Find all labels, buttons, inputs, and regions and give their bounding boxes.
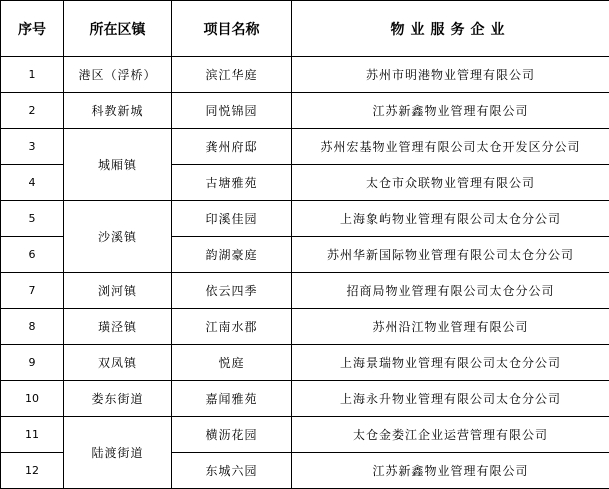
row-district: 浏河镇 <box>64 273 172 309</box>
row-index: 12 <box>1 453 64 489</box>
header-project: 项目名称 <box>172 1 292 57</box>
row-company: 苏州市明港物业管理有限公司 <box>292 57 609 93</box>
row-project: 滨江华庭 <box>172 57 292 93</box>
row-index: 6 <box>1 237 64 273</box>
row-index: 7 <box>1 273 64 309</box>
row-project: 江南水郡 <box>172 309 292 345</box>
header-index: 序号 <box>1 1 64 57</box>
row-index: 2 <box>1 93 64 129</box>
table-row <box>1 129 609 165</box>
table-row <box>1 273 609 309</box>
row-district: 港区（浮桥） <box>64 57 172 93</box>
row-project: 东城六园 <box>172 453 292 489</box>
table-row <box>1 309 609 345</box>
row-project: 悦庭 <box>172 345 292 381</box>
row-company: 招商局物业管理有限公司太仓分公司 <box>292 273 609 309</box>
row-company: 上海永升物业管理有限公司太仓分公司 <box>292 381 609 417</box>
row-index: 9 <box>1 345 64 381</box>
table-row <box>1 201 609 237</box>
row-index: 1 <box>1 57 64 93</box>
row-index: 8 <box>1 309 64 345</box>
row-company: 苏州沿江物业管理有限公司 <box>292 309 609 345</box>
table-row <box>1 381 609 417</box>
table-row <box>1 93 609 129</box>
row-project: 横沥花园 <box>172 417 292 453</box>
header-row <box>1 1 609 57</box>
table-row <box>1 57 609 93</box>
row-company: 太仓市众联物业管理有限公司 <box>292 165 609 201</box>
row-company: 上海象屿物业管理有限公司太仓分公司 <box>292 201 609 237</box>
row-project: 同悦锦园 <box>172 93 292 129</box>
row-company: 太仓金娄江企业运营管理有限公司 <box>292 417 609 453</box>
table-row <box>1 417 609 453</box>
row-district: 科教新城 <box>64 93 172 129</box>
header-company: 物业服务企业 <box>292 1 609 57</box>
row-district: 城厢镇 <box>64 129 172 201</box>
row-district: 璜泾镇 <box>64 309 172 345</box>
row-project: 嘉闻雅苑 <box>172 381 292 417</box>
row-company: 上海景瑞物业管理有限公司太仓分公司 <box>292 345 609 381</box>
row-project: 韵湖豪庭 <box>172 237 292 273</box>
row-project: 印溪佳园 <box>172 201 292 237</box>
row-district: 娄东街道 <box>64 381 172 417</box>
header-district: 所在区镇 <box>64 1 172 57</box>
row-district: 沙溪镇 <box>64 201 172 273</box>
row-project: 依云四季 <box>172 273 292 309</box>
table-row <box>1 345 609 381</box>
row-company: 苏州宏基物业管理有限公司太仓开发区分公司 <box>292 129 609 165</box>
row-district: 陆渡街道 <box>64 417 172 489</box>
row-project: 古塘雅苑 <box>172 165 292 201</box>
row-company: 苏州华新国际物业管理有限公司太仓分公司 <box>292 237 609 273</box>
row-index: 11 <box>1 417 64 453</box>
row-district: 双凤镇 <box>64 345 172 381</box>
row-project: 龚州府邸 <box>172 129 292 165</box>
row-company: 江苏新鑫物业管理有限公司 <box>292 453 609 489</box>
row-index: 5 <box>1 201 64 237</box>
row-company: 江苏新鑫物业管理有限公司 <box>292 93 609 129</box>
row-index: 10 <box>1 381 64 417</box>
row-index: 4 <box>1 165 64 201</box>
row-index: 3 <box>1 129 64 165</box>
